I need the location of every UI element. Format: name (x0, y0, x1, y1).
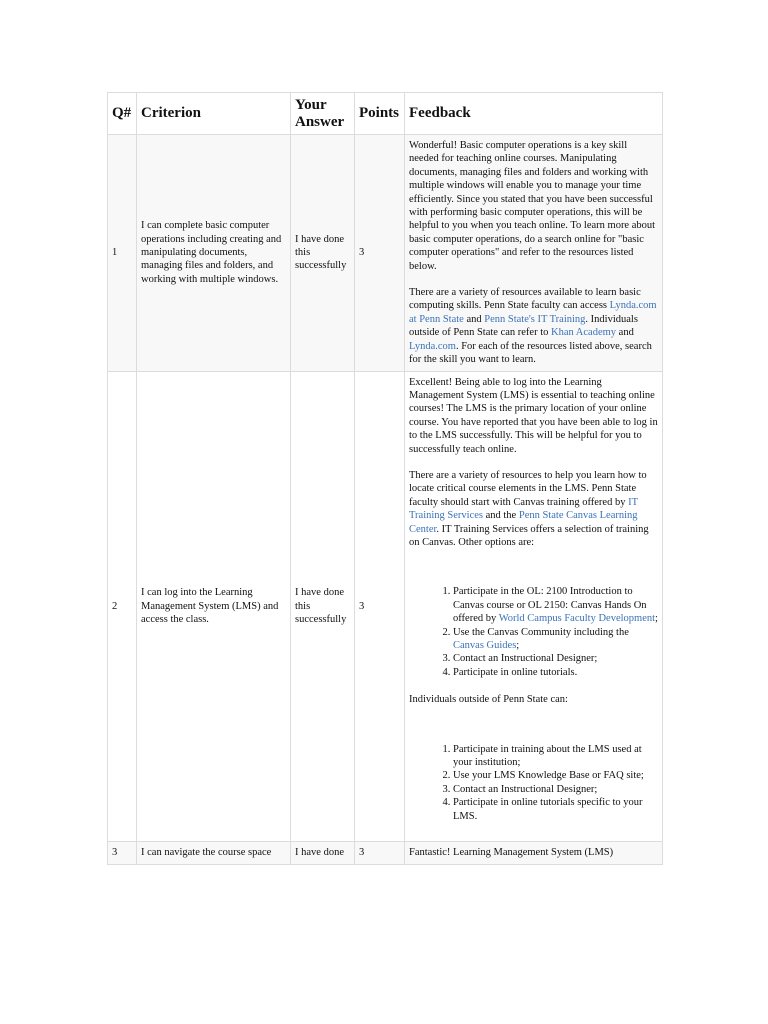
canvas-guides-link[interactable]: Canvas Guides (453, 640, 517, 651)
list-item: 3. Contact an Instructional Designer; (453, 783, 658, 796)
feedback-paragraph: Excellent! Being able to log into the Learning Management System (LMS) is essential to teaching online courses! The LMS is the primary location of your online course. You have reported that you have been able to log in to the LMS successfully. This will be helpful for you to successfully teach online. (409, 376, 658, 455)
answer-text: I have done this successfully (291, 371, 355, 842)
canvas-learning-center-link[interactable]: Penn State Canvas Learning Center (409, 510, 638, 535)
psu-it-training-link[interactable]: Penn State's IT Training (484, 313, 586, 325)
feedback-paragraph: Wonderful! Basic computer operations is a key skill needed for teaching online courses. Manipulating documents, managing files and folders and working with multiple windows will enable you to manage your time efficiently. Since you stated that you have been successful with performing basic computer operations, this will be helpful to you when you teach online. To learn more about basic computer operations, do a search online for "basic computer operations" and refer to the resources listed below. (409, 140, 656, 272)
penn-state-options-list (409, 585, 658, 679)
feedback-cell (405, 135, 663, 372)
list-item: 1. Participate in training about the LMS used at your institution; (453, 743, 658, 770)
points-value: 3 (355, 371, 405, 842)
world-campus-link[interactable]: World Campus Faculty Development (498, 613, 656, 625)
points-value: 3 (355, 842, 405, 865)
table-row (108, 135, 663, 372)
question-number: 1 (108, 135, 137, 372)
feedback-resources-paragraph: There are a variety of resources available to learn basic computing skills. Penn State faculty can access Lynda.com at Penn State and Penn State's IT Training. Individuals outside of Penn State can refer to Khan Academy and Lynda.com. For each of the resources listed above, search for the skill you want to learn. (409, 287, 657, 366)
list-item: 3. Contact an Instructional Designer; (453, 652, 658, 665)
question-number: 2 (108, 371, 137, 842)
column-header-criterion: Criterion (137, 93, 291, 135)
answer-text: I have done this successfully (291, 135, 355, 372)
answer-text: I have done (291, 842, 355, 865)
assessment-table (107, 92, 663, 865)
list-item: 4. Participate in online tutorials specific to your LMS. (453, 796, 658, 823)
lynda-link[interactable]: Lynda.com (409, 340, 456, 352)
list-item: 2. Use the Canvas Community including the Canvas Guides; (453, 626, 658, 653)
column-header-feedback: Feedback (405, 93, 663, 135)
points-value: 3 (355, 135, 405, 372)
khan-academy-link[interactable]: Khan Academy (551, 327, 617, 339)
column-header-answer: Your Answer (291, 93, 355, 135)
criterion-text: I can log into the Learning Management System (LMS) and access the class. (137, 371, 291, 842)
question-number: 3 (108, 842, 137, 865)
criterion-text: I can complete basic computer operations including creating and manipulating documents, managing files and folders, and working with multiple windows. (137, 135, 291, 372)
it-training-services-link[interactable]: IT Training Services (409, 496, 638, 522)
feedback-cell (405, 371, 663, 842)
outside-options-list (409, 743, 658, 823)
table-header-row (108, 93, 663, 135)
outside-psu-paragraph: Individuals outside of Penn State can: (409, 694, 568, 706)
list-item: 1. Participate in the OL: 2100 Introduction to Canvas course or OL 2150: Canvas Hands On offered by World Campus Faculty Development; (453, 585, 658, 625)
feedback-cell: Fantastic! Learning Management System (LMS) (405, 842, 663, 865)
lynda-psu-link[interactable]: Lynda.com at Penn State (409, 300, 657, 325)
column-header-points: Points (355, 93, 405, 135)
table-row (108, 371, 663, 842)
list-item: 2. Use your LMS Knowledge Base or FAQ site; (453, 769, 658, 782)
criterion-text: I can navigate the course space (137, 842, 291, 865)
list-item: 4. Participate in online tutorials. (453, 666, 658, 679)
column-header-q: Q# (108, 93, 137, 135)
table-row (108, 842, 663, 865)
feedback-resources-paragraph: There are a variety of resources to help you learn how to locate critical course elements in the LMS. Penn State faculty should start with Canvas training offered by IT Training Services and the Penn State Canvas Learning Center. IT Training Services offers a selection of training on Canvas. Other options are: (409, 469, 649, 548)
